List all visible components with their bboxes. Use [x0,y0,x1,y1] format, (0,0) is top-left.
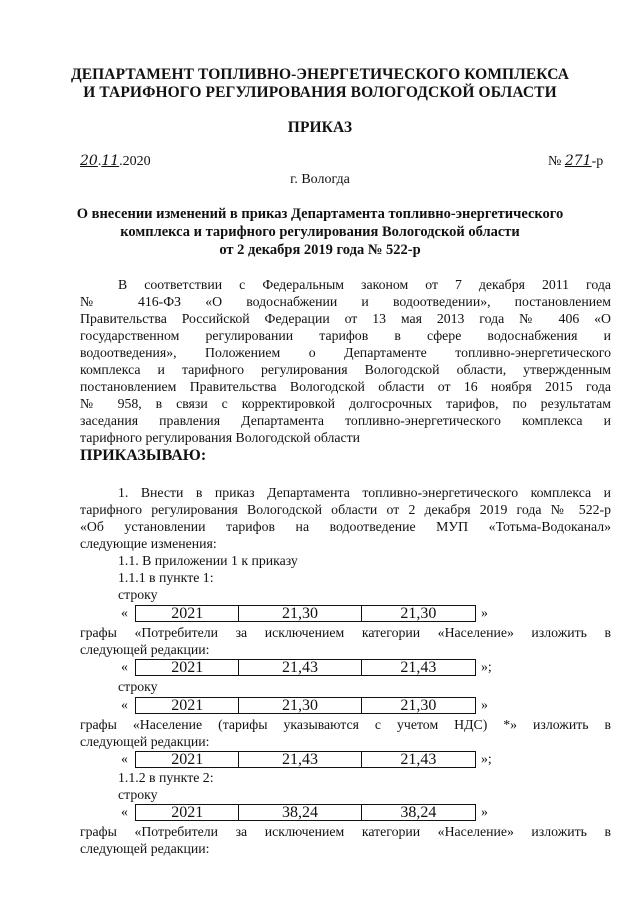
item1-line: «Об установлении тарифов на водоотведение МУП «Тотьма-Водоканал» [80,519,611,534]
quote-close: »; [481,659,492,674]
cell-value-2: 38,24 [400,804,437,821]
title-line1: О внесении изменений в приказ Департамента топливно-энергетического [76,206,564,222]
item1-line: следующие изменения: [80,536,217,551]
preamble-line: водоотведения», Положением о Департаменте топливно-энергетического [80,345,611,360]
order-date: 20.11.2020 [80,153,151,169]
subitem-1-1: 1.1. В приложении 1 к приказу [118,553,298,568]
date-day: 20 [80,153,98,169]
graphs-consumers-line: графы «Потребители за исключением категории «Население» изложить в [80,824,611,839]
tariff-table-row [135,697,476,714]
number-value: 271 [564,153,592,169]
preamble-line: № 958, в связи с корректировкой долгосрочных тарифов, по результатам [80,396,611,411]
quote-open: « [121,804,128,819]
cell-value-2: 21,43 [400,751,437,768]
cell-value-1: 38,24 [239,805,361,820]
graphs-population-line: графы «Население (тарифы указываются с учетом НДС) *» изложить в [80,717,611,732]
cell-value-2: 21,30 [400,605,437,622]
next-edition-line: следующей редакции: [80,642,210,657]
preamble-line: постановлением Правительства Вологодской области от 16 ноября 2015 года [80,379,611,394]
department-name-line2: И ТАРИФНОГО РЕГУЛИРОВАНИЯ ВОЛОГОДСКОЙ ОБЛАСТИ [83,84,557,101]
cell-year: 2021 [136,660,239,675]
tariff-table-row [135,659,476,676]
tariff-table-row [135,605,476,622]
cell-year: 2021 [136,805,239,820]
date-year: .2020 [119,154,151,169]
row-word: строку [118,787,158,802]
order-word: ПРИКАЗЫВАЮ: [80,447,207,464]
next-edition-line: следующей редакции: [80,734,210,749]
quote-open: « [121,605,128,620]
graphs-consumers-line: графы «Потребители за исключением категории «Население» изложить в [80,625,611,640]
cell-value-1: 21,43 [239,660,361,675]
row-word: строку [118,679,158,694]
cell-value-1: 21,43 [239,752,361,767]
doc-type: ПРИКАЗ [287,119,353,136]
cell-value-2: 21,30 [400,697,437,714]
next-edition-line: следующей редакции: [80,841,210,856]
cell-year: 2021 [136,606,239,621]
quote-open: « [121,697,128,712]
subitem-1-1-1: 1.1.1 в пункте 1: [118,570,214,585]
preamble-line: государственном регулировании тарифов в сфере водоснабжения и [80,328,611,343]
cell-value-1: 21,30 [239,698,361,713]
quote-close: »; [481,751,492,766]
item1-line: 1. Внести в приказ Департамента топливно-энергетического комплекса и [118,485,611,500]
title-line3: от 2 декабря 2019 года № 522-р [219,242,421,258]
cell-value-1: 21,30 [239,606,361,621]
preamble-line: заседания правления Департамента топливно-энергетического комплекса и [80,413,611,428]
date-month: 11 [101,153,120,169]
title-line2: комплекса и тарифного регулирования Вологодской области [120,224,520,240]
preamble-line: № 416-ФЗ «О водоснабжении и водоотведении», постановлением [80,294,611,309]
item1-line: тарифного регулирования Вологодской области от 2 декабря 2019 года № 522-р [80,502,611,517]
quote-close: » [481,697,488,712]
preamble-line: комплекса и тарифного регулирования Вологодской области, утвержденным [80,362,611,377]
tariff-table-row [135,751,476,768]
cell-year: 2021 [136,752,239,767]
preamble-line: тарифного регулирования Вологодской области [80,430,361,445]
number-sign: № [548,154,562,169]
order-number [548,153,603,170]
city: г. Вологда [290,172,350,187]
tariff-table-row [135,804,476,821]
quote-close: » [481,605,488,620]
subitem-1-1-2: 1.1.2 в пункте 2: [118,770,214,785]
quote-close: » [481,804,488,819]
cell-year: 2021 [136,698,239,713]
cell-value-2: 21,43 [400,659,437,676]
quote-open: « [121,751,128,766]
department-name-line1: ДЕПАРТАМЕНТ ТОПЛИВНО-ЭНЕРГЕТИЧЕСКОГО КОМПЛЕКСА [70,66,570,83]
preamble-line: Правительства Российской Федерации от 13 мая 2013 года № 406 «О [80,311,611,326]
row-word: строку [118,587,158,602]
quote-open: « [121,659,128,674]
number-suffix: -р [591,154,604,169]
preamble-line: В соответствии с Федеральным законом от 7 декабря 2011 года [118,277,611,292]
